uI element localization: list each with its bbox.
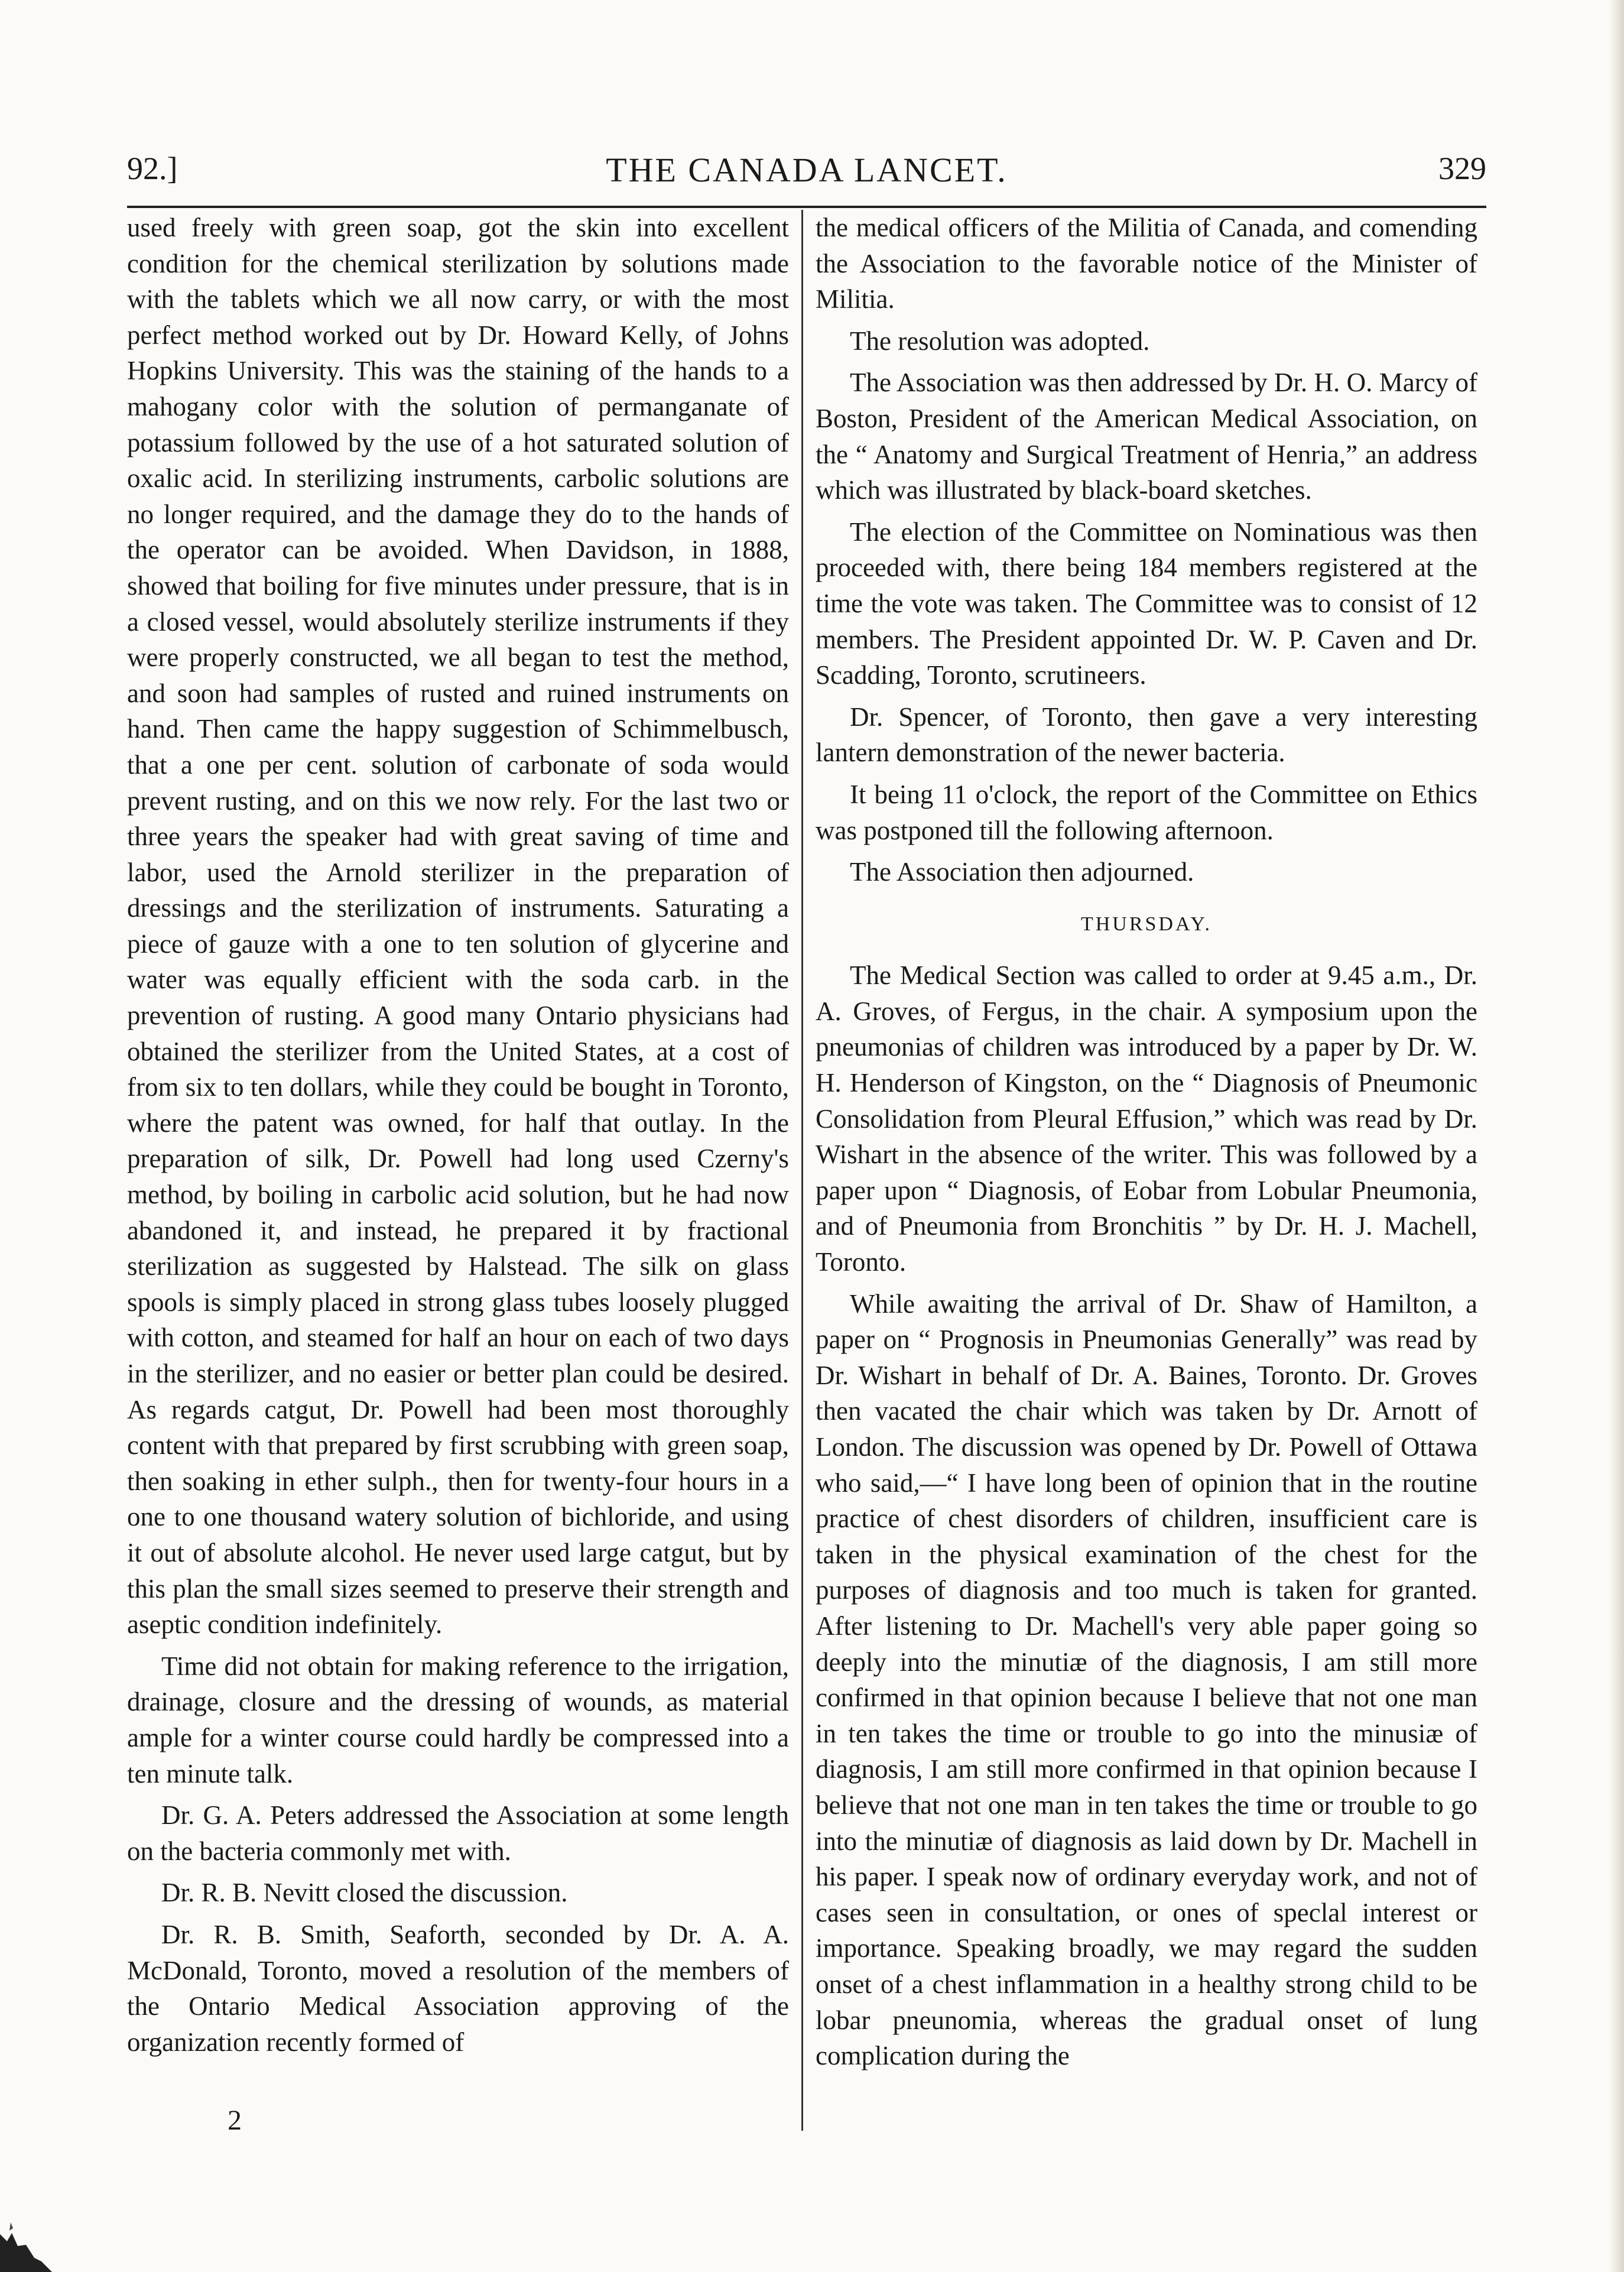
page-number: 329 <box>1438 151 1486 186</box>
paragraph-election: The election of the Committee on Nominatious was then proceeded with, there being 184 members registered at the time the vote was taken. The Committee was to consist of 12 members. The President appointed Dr. W. P. Caven and Dr. Scadding, Toronto, scrutineers. <box>816 517 1477 690</box>
paragraph-nevitt: Dr. R. B. Nevitt closed the discussion. <box>161 1878 568 1908</box>
signature-mark: 2 <box>228 2105 242 2136</box>
paragraph-adjourned: The Association then adjourned. <box>850 857 1194 887</box>
paragraph-resolution-adopted: The resolution was adopted. <box>850 326 1150 356</box>
scan-corner-mark <box>0 2211 53 2272</box>
paragraph-time-did-not-obtain: Time did not obtain for making reference to the irrigation, drainage, closure and the dressing of wounds, as material ample for a winter course could hardly be compressed into a ten minute talk. <box>127 1651 789 1789</box>
journal-title: THE CANADA LANCET. <box>606 151 1008 189</box>
page-header <box>127 147 1486 208</box>
paragraph-peters: Dr. G. A. Peters addressed the Association at some length on the bacteria commonly met with. <box>127 1800 789 1866</box>
column-divider <box>801 210 803 2131</box>
running-section-number: 92.] <box>127 151 178 186</box>
paragraph-ethics-postponed: It being 11 o'clock, the report of the Committee on Ethics was postponed till the following afternoon. <box>816 779 1477 845</box>
page-edge-shadow <box>1609 0 1624 2272</box>
paragraph-discussion: While awaiting the arrival of Dr. Shaw of Hamilton, a paper on “ Prognosis in Pneumonias Generally” was read by Dr. Wishart in behalf of Dr. A. Baines, Toronto. Dr. Groves then vacated the chair which was taken by Dr. Arnott of London. The discussion was opened by Dr. Powell of Ottawa who said,—“ I have long been of opinion that in the routine practice of chest disorders of children, insufficient care is taken in the physical examination of the chest for the purposes of diagnosis and too much is taken for granted. After listening to Dr. Machell's very able paper going so deeply into the minutiæ of the diagnosis, I am still more confirmed in that opinion because I believe that not one man in ten takes the time or trouble to go into the minusiæ of diagnosis, I am still more confirmed in that opinion because I believe that not one man in ten takes the time or trouble to go into the minutiæ of diagnosis as laid down by Dr. Machell in his paper. I speak now of ordinary everyday work, and not of cases seen in consultation, or ones of speclal interest or importance. Speaking broadly, we may regard the sudden onset of a chest inflammation in a healthy strong child to be lobar pneunomia, whereas the gradual onset of lung complication during the <box>816 1288 1477 2071</box>
paragraph-militia: the medical officers of the Militia of Canada, and comending the Association to the favorable notice of the Minister of Militia. <box>816 213 1477 314</box>
paragraph-marcy-address: The Association was then addressed by Dr. H. O. Marcy of Boston, President of the American Medical Association, on the “ Anatomy and Surgical Treatment of Henria,” an address which was illustrated by black-board sketches. <box>816 368 1477 505</box>
paragraph-sterilization: used freely with green soap, got the skin into excellent condition for the chemical sterilization by solutions made with the tablets which we all now carry, or with the most perfect method worked out by Dr. Howard Kelly, of Johns Hopkins University. This was the staining of the hands to a mahogany color with the solution of permanganate of potassium followed by the use of a hot saturated solution of oxalic acid. In sterilizing instruments, carbolic solutions are no longer required, and the damage they do to the hands of the operator can be avoided. When Davidson, in 1888, showed that boiling for five minutes under pressure, that is in a closed vessel, would absolutely sterilize instruments if they were properly constructed, we all began to test the method, and soon had samples of rusted and ruined instruments on hand. Then came the happy suggestion of Schimmelbusch, that a one per cent. solution of carbonate of soda would prevent rusting, and on this we now rely. For the last two or three years the speaker had with great saving of time and labor, used the Arnold sterilizer in the preparation of dressings and the sterilization of instruments. Saturating a piece of gauze with a one to ten solution of glycerine and water was equally efficient with the soda carb. in the prevention of rusting. A good many Ontario physicians had obtained the sterilizer from the United States, at a cost of from six to ten dollars, while they could be bought in Toronto, where the patent was owned, for half that outlay. In the preparation of silk, Dr. Powell had long used Czerny's method, by boiling in carbolic acid solution, but he had now abandoned it, and instead, he prepared it by fractional sterilization as suggested by Halstead. The silk on glass spools is simply placed in strong glass tubes loosely plugged with cotton, and steamed for half an hour on each of two days in the sterilizer, and no easier or better plan could be desired. As regards catgut, Dr. Powell had been most thoroughly content with that prepared by first scrubbing with green soap, then soaking in ether sulph., then for twenty-four hours in a one to one thousand watery solution of bichloride, and using it out of absolute alcohol. He never used large catgut, but by this plan the small sizes seemed to preserve their strength and aseptic condition indefinitely. <box>127 213 789 1640</box>
right-column <box>816 210 1477 2178</box>
section-heading: THURSDAY. <box>1080 913 1213 935</box>
paragraph-spencer: Dr. Spencer, of Toronto, then gave a very interesting lantern demonstration of the newer bacteria. <box>816 702 1477 768</box>
left-column <box>127 210 789 2178</box>
paragraph-medical-section: The Medical Section was called to order at 9.45 a.m., Dr. A. Groves, of Fergus, in the chair. A symposium upon the pneumonias of children was introduced by a paper by Dr. W. H. Henderson of Kingston, on the “ Diagnosis of Pneumonic Consolidation from Pleural Effusion,” which was read by Dr. Wishart in the absence of the writer. This was followed by a paper upon “ Diagnosis, of Eobar from Lobular Pneumonia, and of Pneumonia from Bronchitis ” by Dr. H. J. Machell, Toronto. <box>816 960 1477 1277</box>
paragraph-smith-resolution: Dr. R. B. Smith, Seaforth, seconded by Dr. A. A. McDonald, Toronto, moved a resolution of the members of the Ontario Medical Association approving of the organization recently formed of <box>127 1919 789 2057</box>
